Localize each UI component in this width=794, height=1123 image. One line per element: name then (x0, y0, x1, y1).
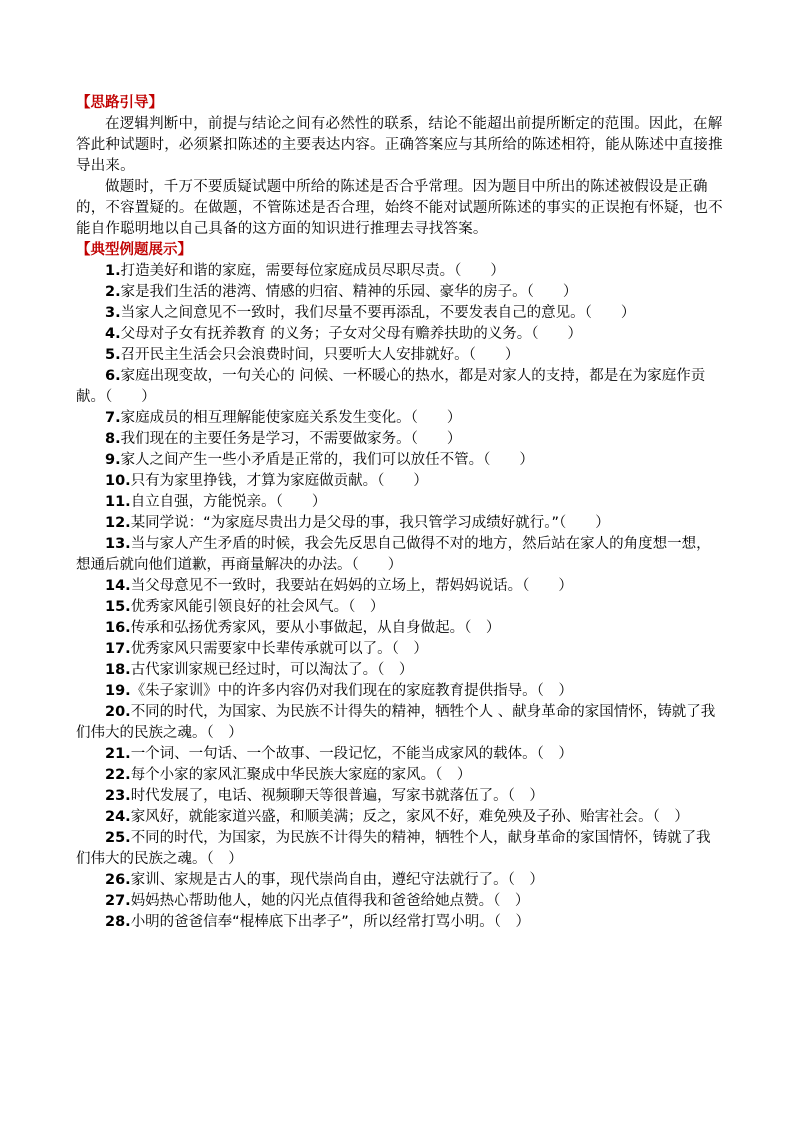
question-item (76, 324, 724, 345)
question-number: 14. (105, 578, 131, 594)
question-item (76, 639, 724, 660)
question-text: 传承和弘扬优秀家风，要从小事做起，从自身做起。（ ） (130, 620, 501, 636)
question-number: 11. (105, 494, 131, 510)
question-item (76, 408, 724, 429)
question-text: 优秀家风能引领良好的社会风气。（ ） (130, 599, 385, 615)
question-number: 18. (105, 662, 131, 678)
question-item (76, 786, 724, 807)
question-item (76, 429, 724, 450)
question-number: 15. (105, 599, 131, 615)
question-item (76, 492, 724, 513)
question-number: 1. (105, 263, 121, 279)
question-text: 时代发展了，电话、视频聊天等很普遍，写家书就落伍了。（ ） (130, 788, 544, 804)
question-number: 4. (105, 326, 121, 342)
question-number: 25. (105, 830, 131, 846)
question-item (76, 912, 724, 933)
question-text: 古代家训家规已经过时，可以淘汰了。（ ） (130, 662, 414, 678)
question-number: 27. (105, 893, 131, 909)
question-text: 家是我们生活的港湾、情感的归宿、精神的乐园、豪华的房子。（ ） (120, 284, 578, 300)
question-item (76, 450, 724, 471)
question-number: 24. (105, 809, 131, 825)
question-text: 小明的爸爸信奉“棍棒底下出孝子”，所以经常打骂小明。（ ） (130, 914, 530, 930)
question-number: 20. (105, 704, 131, 720)
question-text: 父母对子女有抚养教育 的义务；子女对父母有赡养扶助的义务。（ ） (120, 326, 582, 342)
question-text: 不同的时代，为国家、为民族不计得失的精神，牺牲个人 、献身革命的家国情怀，铸就了我们伟大的民族之魂。（ ） (76, 704, 716, 741)
question-text: 当与家人产生矛盾的时候，我会先反思自己做得不对的地方，然后站在家人的角度想一想，想通后就向他们道歉，再商量解决的办法。（ ） (76, 536, 711, 573)
question-number: 9. (105, 452, 121, 468)
question-number: 10. (105, 473, 131, 489)
guide-section-title: 【思路引导】 (76, 95, 163, 111)
question-item (76, 534, 724, 576)
question-text: 家风好，就能家道兴盛，和顺美满；反之，家风不好，难免殃及子孙、贻害社会。（ ） (130, 809, 689, 825)
question-number: 16. (105, 620, 131, 636)
question-item (76, 681, 724, 702)
question-number: 2. (105, 284, 121, 300)
question-item (76, 366, 724, 408)
question-item (76, 870, 724, 891)
question-item (76, 471, 724, 492)
question-text: 优秀家风只需要家中长辈传承就可以了。（ ） (130, 641, 428, 657)
question-item (76, 618, 724, 639)
question-text: 召开民主生活会只会浪费时间，只要听大人安排就好。（ ） (120, 347, 520, 363)
question-text: 妈妈热心帮助他人，她的闪光点值得我和爸爸给她点赞。（ ） (130, 893, 530, 909)
question-item (76, 261, 724, 282)
question-number: 21. (105, 746, 131, 762)
question-item (76, 303, 724, 324)
question-text: 家训、家规是古人的事，现代崇尚自由，遵纪守法就行了。（ ） (130, 872, 544, 888)
question-text: 家庭出现变故，一句关心的 问候、一杯暖心的热水，都是对家人的支持，都是在为家庭作贡献。（ ） (76, 368, 706, 405)
question-number: 7. (105, 410, 121, 426)
document-page (76, 93, 724, 933)
question-number: 23. (105, 788, 131, 804)
question-item (76, 576, 724, 597)
question-text: 打造美好和谐的家庭，需要每位家庭成员尽职尽责。（ ） (120, 263, 505, 279)
question-text: 不同的时代，为国家，为民族不计得失的精神，牺牲个人，献身革命的家国情怀，铸就了我们伟大的民族之魂。（ ） (76, 830, 711, 867)
question-item (76, 660, 724, 681)
question-text: 每个小家的家风汇聚成中华民族大家庭的家风。（ ） (130, 767, 472, 783)
question-item (76, 282, 724, 303)
question-number: 17. (105, 641, 131, 657)
question-text: 只有为家里挣钱，才算为家庭做贡献。（ ） (130, 473, 428, 489)
question-item (76, 345, 724, 366)
question-number: 6. (105, 368, 121, 384)
question-item (76, 513, 724, 534)
question-number: 26. (105, 872, 131, 888)
guide-paragraph: 做题时，千万不要质疑试题中所给的陈述是否合乎常理。因为题目中所出的陈述被假设是正确的，不容置疑的。在做题，不管陈述是否合理，始终不能对试题所陈述的事实的正误抱有怀疑，也不能自作聪明地以自己具备的这方面的知识进行推理去寻找答案。 (76, 179, 723, 237)
question-number: 13. (105, 536, 131, 552)
question-number: 5. (105, 347, 121, 363)
question-text: 家人之间产生一些小矛盾是正常的，我们可以放任不管。（ ） (120, 452, 534, 468)
question-number: 28. (105, 914, 131, 930)
question-text: 自立自强，方能悦亲。（ ） (130, 494, 327, 510)
examples-section-title: 【典型例题展示】 (76, 242, 192, 258)
question-text: 家庭成员的相互理解能使家庭关系发生变化。（ ） (120, 410, 462, 426)
question-text: 某同学说：“为家庭尽贵出力是父母的事，我只管学习成绩好就行。”（ ） (130, 515, 610, 531)
question-number: 22. (105, 767, 131, 783)
question-item (76, 891, 724, 912)
question-item (76, 702, 724, 744)
question-text: 我们现在的主要任务是学习，不需要做家务。（ ） (120, 431, 462, 447)
question-number: 12. (105, 515, 131, 531)
question-item (76, 744, 724, 765)
question-item (76, 807, 724, 828)
question-item (76, 597, 724, 618)
question-number: 3. (105, 305, 121, 321)
question-text: 一个词、一句话、一个故事、一段记忆，不能当成家风的载体。（ ） (130, 746, 573, 762)
guide-paragraph: 在逻辑判断中，前提与结论之间有必然性的联系，结论不能超出前提所断定的范围。因此，在解答此种试题时，必须紧扣陈述的主要表达内容。正确答案应与其所给的陈述相符，能从陈述中直接推导出来。 (76, 116, 723, 174)
question-item (76, 828, 724, 870)
question-list (76, 261, 724, 933)
question-text: 当父母意见不一致时，我要站在妈妈的立场上，帮妈妈说话。（ ） (130, 578, 573, 594)
question-item (76, 765, 724, 786)
question-number: 19. (105, 683, 131, 699)
question-text: 《朱子家训》中的许多内容仍对我们现在的家庭教育提供指导。（ ） (130, 683, 573, 699)
question-number: 8. (105, 431, 121, 447)
question-text: 当家人之间意见不一致时，我们尽量不要再添乱，不要发表自己的意见。（ ） (120, 305, 636, 321)
